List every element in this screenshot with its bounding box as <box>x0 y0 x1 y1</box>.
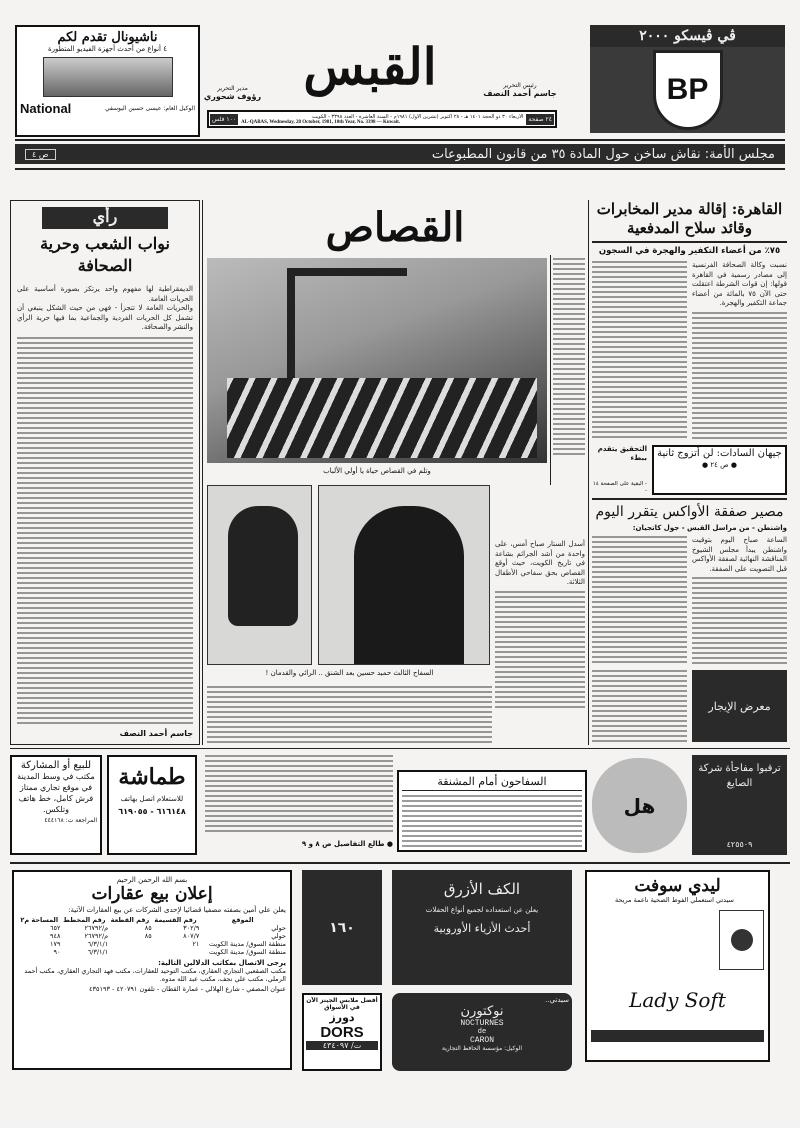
bp-logo: BP <box>653 50 723 130</box>
investigation-subhead: التحقيق يتقدم ببطء <box>597 445 647 462</box>
opinion-column <box>10 200 200 745</box>
cairo-headline: القاهرة: إقالة مدير المخابرات وقائد سلاح المدفعية <box>596 200 783 237</box>
real-estate-table: الموقع رقم القسيمة رقم القطعة رقم المخطط المساحة م٢ حولي ٣٠٢/٩ ٨٥ م/٢٦٧٩٢ ٦٥٢ حولي ٨٠٧/٧ ٨٥ م/٢٦٧٩٢ ٩٤٨ منطقة السوق/ مدينة الكويت ٢١ ٦/٣/١/١ ١٧٩ منطقة السوق/ مدينة الكويت ٦/٣/١/١ ٩٠ <box>18 916 286 956</box>
center-article-lead: أسدل الستار صباح أمس، على واحدة من أشد الجرائم بشاعة في تاريخ الكويت، حيث أوقع القصاص بحق سفاحي الأطفال الثلاثة. <box>495 540 585 711</box>
masthead-logo: القبس <box>303 37 437 96</box>
executed-photo-head <box>318 485 490 665</box>
awacs-headline: مصير صفقة الأواكس يتقرر اليوم <box>595 504 784 520</box>
center-article-body <box>207 686 492 744</box>
photos-caption: السفاح الثالث حميد حسين بعد الشنق .. الرائي والقدمان ! <box>265 669 434 677</box>
vcr-image <box>43 57 173 97</box>
ad-hal: هل <box>592 758 687 853</box>
center-continued-ref: ● طالع التفاصيل ص ٨ و ٩ <box>301 840 393 848</box>
divider <box>10 862 790 864</box>
opinion-paragraph: والحريات العامة لا تتجزأ - فهي من حيث الشكل ينبغي أن تشمل كل الحريات الفردية والجماعية بما فيها حرية الرأي والنشر والصحافة. <box>17 304 193 331</box>
ad-national-agent: الوكيل العام: عيسى حسين اليوسفي <box>104 105 195 112</box>
ad-nocturnes: سيدتي.. نوكتورن NOCTURNES de CARON الوكيل: مؤسسة الحافظ التجارية <box>392 993 572 1071</box>
banner-page-ref: ص ٤ <box>25 149 56 160</box>
cairo-section <box>592 200 787 495</box>
ad-national-subtitle: ٤ أنواع من أحدث أجهزة الفيديو المتطورة <box>47 45 167 53</box>
opinion-title: نواب الشعب وحرية الصحافة <box>40 234 170 275</box>
divider <box>15 139 785 141</box>
ad-real-estate: بسم الله الرحمن الرحيم إعلان بيع عقارات يعلن علي أمين بصفته مصفيا قضائيا لإحدى الشركات عن بيع العقارات الآتية: الموقع رقم القسيمة رقم القطعة رقم المخطط المساحة م٢ حولي ٣٠٢/٩ ٨٥ م/٢٦٧٩٢ ٦٥٢ حولي ٨٠٧/٧ ٨٥ م/٢٦٧٩٢ ٩٤٨ منطقة السوق/ مدينة الكويت ٢١ ٦/٣/١/١ ١٧٩ منطقة السوق/ مدينة الكويت ٦/٣/١/١ ٩٠ يرجى الاتصال بمكاتب الدلالين التالية: مكتب الصقعبي التجاري العقاري، مكتب التوحيد للعقارات، مكتب فهد التجاري العقاري، مكتب أحمد الرملي، مكتب علي نجف، مكتب عبد الله مدوه. عنوان المصفي - شارع الهلالي - عمارة القطان - تلفون ٤٢٠٧٩١ - ٤٣٥١٩٣ <box>12 870 292 1070</box>
table-row: حولي ٣٠٢/٩ ٨٥ م/٢٦٧٩٢ ٦٥٢ <box>50 924 286 932</box>
ad-alaf: الكف الأزرق يعلن عن استعداده لجميع أنواع الحفلات أحدث الأزياء الأوروبية <box>392 870 572 985</box>
headline-banner[interactable] <box>15 144 785 164</box>
date-english: AL-QABAS, Wednesday, 28 October, 1981, 10th Year, No. 3398 — Kuwait. <box>241 119 401 125</box>
gallows-photo <box>207 258 547 463</box>
opinion-label: رأي <box>42 207 168 229</box>
managing-editor: مدير التحرير رؤوف شحوري <box>203 85 262 101</box>
table-row: حولي ٨٠٧/٧ ٨٥ م/٢٦٧٩٢ ٩٤٨ <box>50 932 286 940</box>
divider <box>592 498 787 500</box>
divider <box>588 200 589 745</box>
divider <box>202 200 203 745</box>
ad-dors: أفضل ملابس الجينز الآن في الأسواق دورز DORS ت/ ٤٣٤٠٩٧ <box>302 993 382 1071</box>
divider <box>550 255 551 485</box>
awacs-article-continued <box>592 670 687 742</box>
banner-text: مجلس الأمة: نقاش ساخن حول المادة ٣٥ من قانون المطبوعات <box>431 146 775 162</box>
divider <box>592 241 787 243</box>
hangmen-box: السفاحون أمام المشنقة <box>397 770 587 852</box>
ad-small-price: ١٦٠ <box>302 870 382 985</box>
center-article-continued <box>205 755 393 833</box>
right-continued-text <box>553 258 585 458</box>
table-row: منطقة السوق/ مدينة الكويت ٦/٣/١/١ ٩٠ <box>53 948 286 956</box>
pages-count: ٢٤ صفحة <box>528 115 552 123</box>
opinion-author: جاسم أحمد النصف <box>119 729 193 738</box>
ladysoft-logo: Lady Soft <box>629 988 726 1012</box>
ad-sale: للبيع أو المشاركة مكتب في وسط المدينة في موقع تجاري ممتاز فرش كامل، خط هاتف وتلكس. المراجعة ت: ٤٤٤١٦٨ <box>10 755 102 855</box>
gallows-photo-caption: وتلم في القصاص حياة يا أولي الألباب <box>323 467 431 475</box>
ad-sayegh: ترقبوا مفاجأة شركة الصايغ ٤٢٥٥٠٩ <box>692 755 787 855</box>
product-pack <box>719 910 764 970</box>
awacs-dateline: واشنطن - من مراسل القبس - جول كاتجيان: <box>632 524 787 532</box>
table-row: منطقة السوق/ مدينة الكويت ٢١ ٦/٣/١/١ ١٧٩ <box>50 940 286 948</box>
ad-footer-bar <box>591 1030 764 1042</box>
cairo-article: نسبت وكالة الصحافة الفرنسية إلى مصادر رسمية في القاهرة قولها: إن قوات الشرطة اعتقلت حتى الآن ٧٥ بالمائة من أعضاء جماعة التكفير والهجرة. <box>592 261 787 441</box>
awacs-article: الساعة صباح اليوم بتوقيت واشنطن يبدأ مجلس الشيوخ المناقشة النهائية لصفقة الأواكس قبل التصويت على الصفقة. <box>592 536 787 665</box>
ad-expo: معرض الإيجار <box>692 670 787 742</box>
opinion-lead: الديمقراطية لها مفهوم واحد يرتكز بصورة أساسية على الحريات العامة. <box>17 285 193 303</box>
ad-ladysoft: ليدي سوفت سيدتي استعملي الفوط الصحية ناعمة مريحة Lady Soft <box>585 870 770 1062</box>
date-arabic: الأربعاء ٣٠ ذو الحجة ١٤٠١ هـ - ٢٨ أكتوبر (تشرين الأول) ١٩٨١م - السنة العاشرة - العدد ٣٣٩٨ - الكويت <box>311 113 524 120</box>
cairo-subhead: ٧٥٪ من أعضاء التكفير والهجرة في السجون <box>598 246 781 256</box>
cairo-continued: - البقية على الصفحة ١٤ - <box>592 481 647 494</box>
price: ١٠٠ فلس <box>212 115 237 123</box>
dors-logo: DORS <box>320 1024 364 1041</box>
awacs-section <box>592 503 787 665</box>
divider <box>10 748 790 749</box>
ad-national <box>15 25 200 137</box>
executed-photo-feet <box>207 485 312 665</box>
ad-national-title: ناشيونال تقدم لكم <box>57 30 158 45</box>
date-strip <box>207 110 557 128</box>
opinion-body <box>17 337 193 727</box>
editor-in-chief: رئيس التحرير جاسم أحمد النصف <box>483 82 557 98</box>
ad-bp-title: ڤي ڤيسكو ٢٠٠٠ <box>590 25 785 47</box>
divider <box>15 168 785 170</box>
center-headline: القصاص <box>325 204 465 251</box>
ad-bp <box>590 25 785 133</box>
ad-tamasha: طماشة للاستعلام اتصل بهاتف ٦١٦١٤٨ - ٦١٩٠٥٥ <box>107 755 197 855</box>
national-logo: National <box>20 101 72 116</box>
jihan-sadat-box[interactable]: جيهان السادات: لن أتزوج ثانية ● ص ٢٤ ● <box>652 445 787 495</box>
